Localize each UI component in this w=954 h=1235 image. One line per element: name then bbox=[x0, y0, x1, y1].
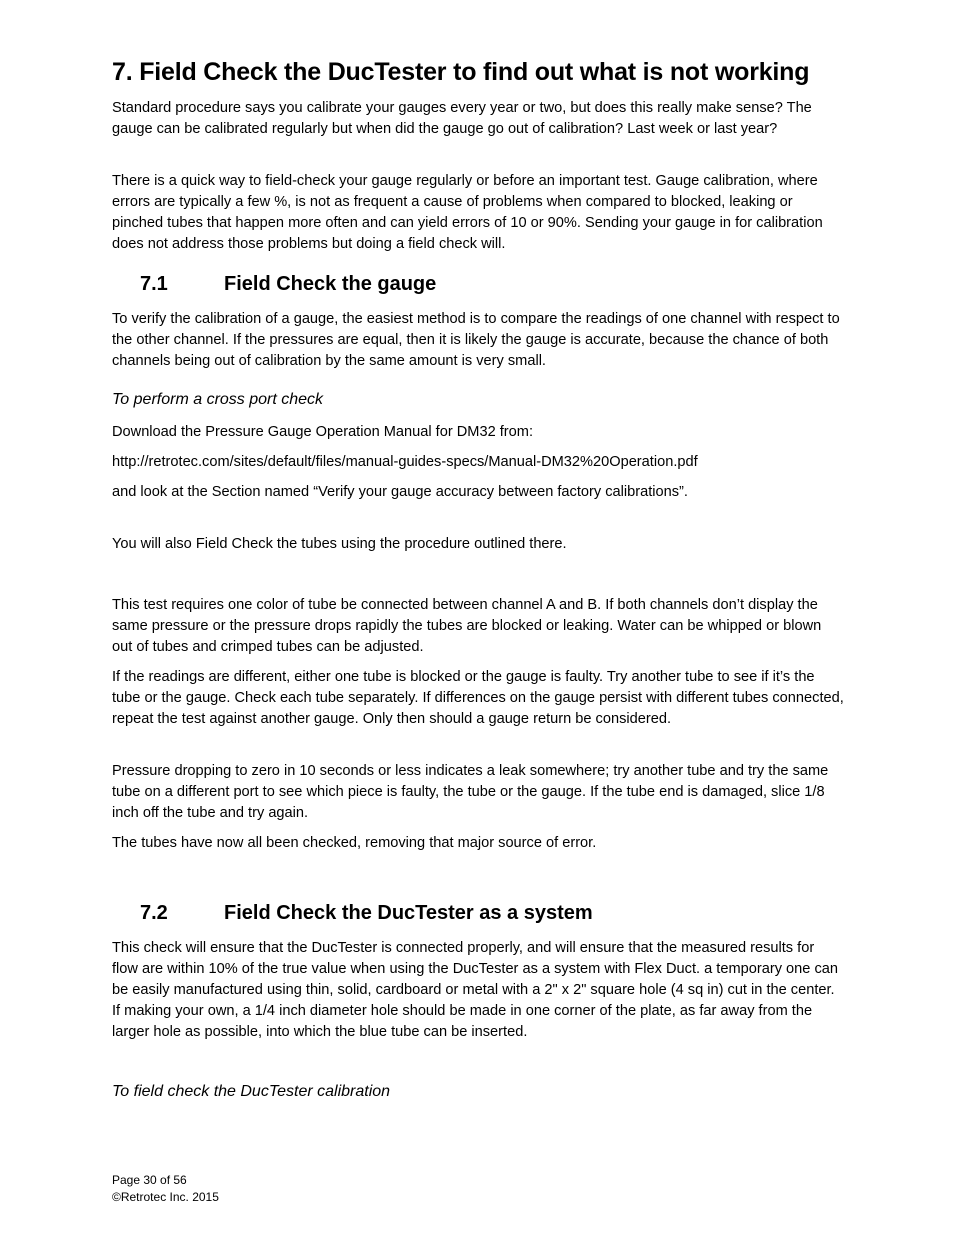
readings-different-paragraph: If the readings are different, either one tube is blocked or the gauge is faulty. Try another tube to see if it’s the tube or the gauge. Check each tube separately. If differences on the gauge persist with different tubes connected, repeat the test against another gauge. Only then should a gauge return be considered. bbox=[112, 669, 844, 727]
cross-port-subheading: To perform a cross port check bbox=[112, 391, 324, 408]
section-number: 7.1 bbox=[140, 273, 168, 295]
download-text: Download the Pressure Gauge Operation Manual for DM32 from: bbox=[112, 424, 533, 440]
manual-url[interactable]: http://retrotec.com/sites/default/files/manual-guides-specs/Manual-DM32%20Operation.pdf bbox=[112, 454, 698, 470]
page-title: 7. Field Check the DucTester to find out what is not working bbox=[112, 58, 810, 86]
section-title: Field Check the DucTester as a system bbox=[224, 902, 593, 924]
section-reference-text: and look at the Section named “Verify your gauge accuracy between factory calibrations”. bbox=[112, 484, 688, 500]
section-7-2-heading bbox=[140, 902, 593, 925]
intro-paragraph-1: Standard procedure says you calibrate your gauges every year or two, but does this really make sense? The gauge can be calibrated regularly but when did the gauge go out of calibration? Last week or last year? bbox=[112, 100, 812, 137]
section-title: Field Check the gauge bbox=[224, 273, 437, 295]
ductester-calibration-subheading: To field check the DucTester calibration bbox=[112, 1083, 391, 1100]
page-number: Page 30 of 56 bbox=[112, 1173, 187, 1187]
copyright: ©Retrotec Inc. 2015 bbox=[112, 1190, 219, 1204]
section-7-1-heading bbox=[140, 273, 436, 296]
section-7-1-paragraph: To verify the calibration of a gauge, the easiest method is to compare the readings of one channel with respect to the other channel. If the pressures are equal, then it is likely the gauge is accurate, because the chance of both channels being out of calibration by the same amount is very small. bbox=[112, 311, 840, 369]
tube-test-paragraph: This test requires one color of tube be connected between channel A and B. If both channels don’t display the same pressure or the pressure drops rapidly the tubes are blocked or leaking. Water can be whipped or blown out of tubes and crimped tubes can be adjusted. bbox=[112, 597, 822, 655]
tubes-checked-paragraph: The tubes have now all been checked, removing that major source of error. bbox=[112, 835, 597, 851]
intro-paragraph-2: There is a quick way to field-check your gauge regularly or before an important test. Gauge calibration, where errors are typically a few %, is not as frequent a cause of problems when compared to blocked, leaking or pinched tubes that happen more often and can yield errors of 10 or 90%. Sending your gauge in for calibration does not address those problems but doing a field check will. bbox=[112, 173, 823, 252]
page-footer bbox=[112, 1172, 219, 1206]
section-7-2-paragraph: This check will ensure that the DucTester is connected properly, and will ensure that the measured results for flow are within 10% of the true value when using the DucTester as a system with Flex Duct. a temporary one can be easily manufactured using thin, solid, cardboard or metal with a 2" x 2" square hole (4 sq in) cut in the center. If making your own, a 1/4 inch diameter hole should be made in one corner of the plate, as far away from the larger hole as possible, into which the blue tube can be inserted. bbox=[112, 940, 838, 1040]
pressure-dropping-paragraph: Pressure dropping to zero in 10 seconds or less indicates a leak somewhere; try another tube and try the same tube on a different port to see which piece is faulty, the tube or the gauge. If the tube end is damaged, slice 1/8 inch off the tube and try again. bbox=[112, 763, 829, 821]
tubes-text: You will also Field Check the tubes using the procedure outlined there. bbox=[112, 536, 567, 552]
section-number: 7.2 bbox=[140, 902, 168, 924]
